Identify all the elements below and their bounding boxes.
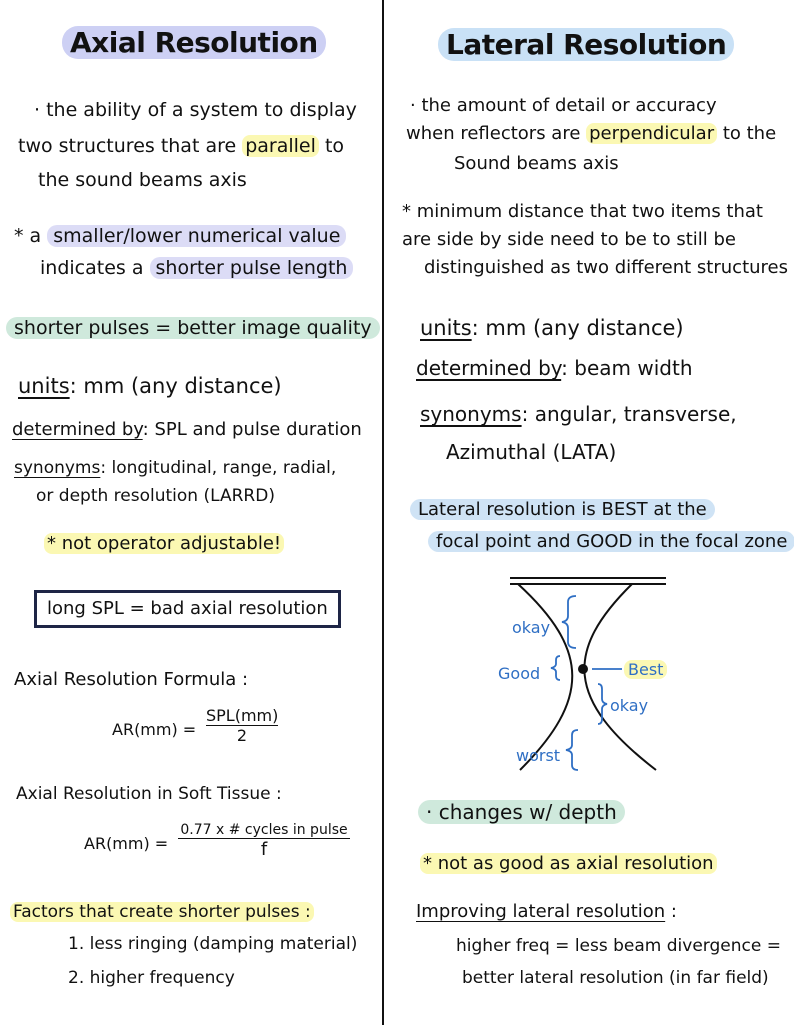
formula-lhs: AR(mm) = (112, 720, 197, 739)
okay-bottom-bracket (598, 684, 607, 724)
long-spl-box: long SPL = bad axial resolution (34, 590, 341, 628)
parallel-highlight: parallel (242, 135, 319, 157)
formula-fraction (206, 706, 278, 745)
soft-formula-lhs: AR(mm) = (84, 834, 169, 853)
axial-units: units: mm (any distance) (18, 374, 282, 398)
min-distance-line2: are side by side need to be to still be (402, 229, 737, 250)
focal-point-dot (578, 664, 588, 674)
axial-synonyms: synonyms: longitudinal, range, radial, (14, 458, 337, 478)
best-label: Best (624, 660, 667, 679)
soft-formula-fraction (178, 822, 350, 860)
not-as-good-note: * not as good as axial resolution (420, 852, 717, 876)
axial-note-line1: * a smaller/lower numerical value (14, 224, 346, 248)
factor-1: 1. less ringing (damping material) (68, 934, 358, 954)
best-line2: focal point and GOOD in the focal zone (428, 530, 794, 554)
formula-title: Axial Resolution Formula : (14, 669, 249, 690)
worst-label: worst (516, 746, 561, 765)
lateral-def-line2: when reflectors are perpendicular to the (406, 123, 777, 144)
best-line1: Lateral resolution is BEST at the (410, 498, 715, 522)
soft-formula-denominator: f (260, 839, 268, 860)
lateral-title: Lateral Resolution (438, 28, 734, 62)
improving-line2: better lateral resolution (in far field) (462, 968, 769, 988)
good-bracket (551, 656, 560, 680)
axial-def-line1: · the ability of a system to display (34, 99, 357, 121)
column-divider (382, 0, 384, 1025)
axial-title: Axial Resolution (62, 26, 326, 60)
axial-def-line3: the sound beams axis (38, 169, 247, 191)
axial-def-line2: two structures that are parallel to (18, 135, 345, 157)
formula-numerator: SPL(mm) (206, 706, 279, 725)
improving-line1: higher freq = less beam divergence = (456, 936, 781, 956)
factors-title: Factors that create shorter pulses : (10, 900, 314, 924)
perpendicular-highlight: perpendicular (586, 123, 717, 144)
soft-tissue-title: Axial Resolution in Soft Tissue : (16, 784, 282, 804)
min-distance-line1: * minimum distance that two items that (402, 201, 763, 222)
improving-title: Improving lateral resolution : (416, 901, 677, 922)
lateral-synonyms: synonyms: angular, transverse, (420, 402, 737, 426)
axial-determined: determined by: SPL and pulse duration (12, 419, 362, 440)
changes-with-depth: · changes w/ depth (418, 800, 625, 824)
formula-denominator: 2 (236, 726, 248, 745)
lateral-determined: determined by: beam width (416, 356, 693, 380)
axial-note-line2: indicates a shorter pulse length (40, 256, 353, 280)
min-distance-line3: distinguished as two different structures (424, 257, 788, 278)
not-adjustable-note: * not operator adjustable! (44, 532, 284, 556)
okay-top-label: okay (512, 618, 551, 637)
okay-bottom-label: okay (610, 696, 649, 715)
lateral-synonyms-line2: Azimuthal (LATA) (446, 440, 617, 464)
soft-formula-numerator: 0.77 x # cycles in pulse (180, 822, 348, 838)
factor-2: 2. higher frequency (68, 968, 235, 988)
lateral-def-line1: · the amount of detail or accuracy (410, 95, 717, 116)
shorter-pulses-banner: shorter pulses = better image quality (6, 316, 380, 340)
worst-bracket (566, 730, 578, 770)
axial-synonyms-line2: or depth resolution (LARRD) (36, 486, 275, 506)
lateral-units: units: mm (any distance) (420, 316, 684, 340)
lateral-def-line3: Sound beams axis (454, 153, 619, 174)
good-label: Good (498, 664, 541, 683)
